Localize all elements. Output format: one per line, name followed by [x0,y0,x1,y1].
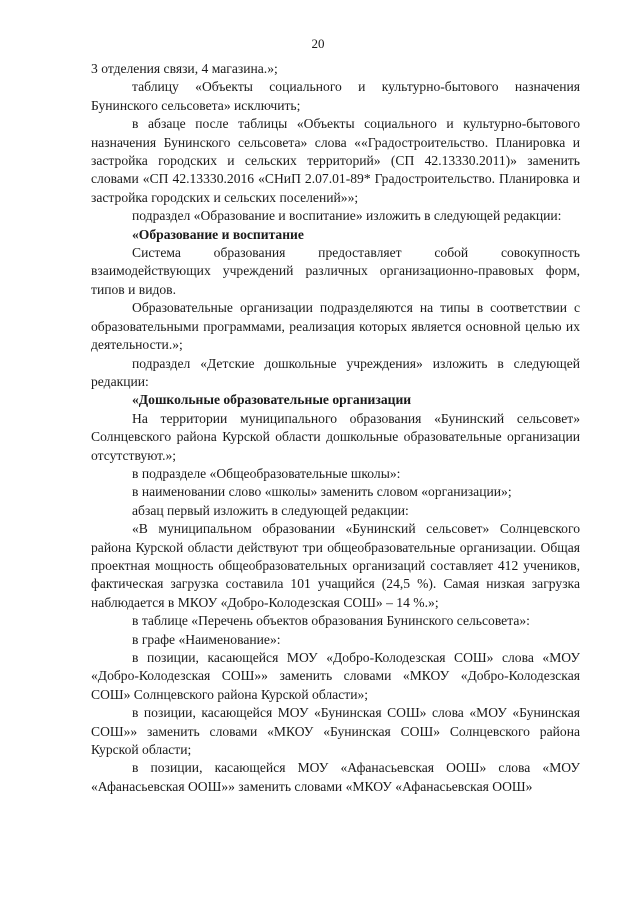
paragraph: в графе «Наименование»: [132,631,281,647]
document-body [91,60,580,796]
paragraph: в абзаце после таблицы «Объекты социального и культурно-бытового назначения Бунинского сельсовета» слова ««Градостроительство. Планировка и застройка городских и сельских территорий» (СП 42.13330.2011)» заменить словами «СП 42.13330.2016 «СНиП 2.07.01-89* Градостроительство. Планировка и застройка городских и сельских поселений»»; [91,116,580,205]
page-number: 20 [311,36,325,51]
paragraph: таблицу «Объекты социального и культурно-бытового назначения Бунинского сельсовета» исключить; [91,79,580,113]
paragraph: в таблице «Перечень объектов образования Бунинского сельсовета»: [132,613,530,629]
paragraph: «В муниципальном образовании «Бунинский сельсовет» Солнцевского района Курской области действуют три общеобразовательные организации. Общая проектная мощность общеобразовательных организаций составляет 412 учеников, фактическая загрузка составила 101 учащийся (24,5 %). Самая низкая загрузка наблюдается в МКОУ «Добро-Колодезская СОШ» – 14 %.»; [91,521,580,610]
paragraph: в позиции, касающейся МОУ «Бунинская СОШ» слова «МОУ «Бунинская СОШ»» заменить словами «МКОУ «Бунинская СОШ» Солнцевского района Курской области; [91,705,580,758]
paragraph: Система образования предоставляет собой совокупность взаимодействующих учреждений различных организационно-правовых форм, типов и видов. [91,245,580,297]
paragraph: На территории муниципального образования «Бунинский сельсовет» Солнцевского района Курской области дошкольные образовательные организации отсутствуют.»; [91,410,580,463]
paragraph: Образовательные организации подразделяются на типы в соответствии с образовательными программами, реализация которых является основной целью их деятельности.»; [91,300,580,353]
section-heading: «Дошкольные образовательные организации [132,392,412,408]
paragraph: в подразделе «Общеобразовательные школы»: [132,465,401,481]
paragraph: 3 отделения связи, 4 магазина.»; [91,61,278,76]
section-heading: «Образование и воспитание [132,226,304,242]
paragraph: подраздел «Детские дошкольные учреждения» изложить в следующей редакции: [91,355,580,389]
paragraph: в наименовании слово «школы» заменить словом «организации»; [132,484,512,500]
paragraph: в позиции, касающейся МОУ «Добро-Колодезская СОШ» слова «МОУ «Добро-Колодезская СОШ»» заменить словами «МКОУ «Добро-Колодезская СОШ» Солнцевского района Курской области»; [91,650,580,702]
paragraph: подраздел «Образование и воспитание» изложить в следующей редакции: [132,208,562,224]
paragraph: абзац первый изложить в следующей редакции: [132,502,409,518]
paragraph: в позиции, касающейся МОУ «Афанасьевская ООШ» слова «МОУ «Афанасьевская ООШ»» заменить словами «МКОУ «Афанасьевская ООШ» [91,760,580,794]
